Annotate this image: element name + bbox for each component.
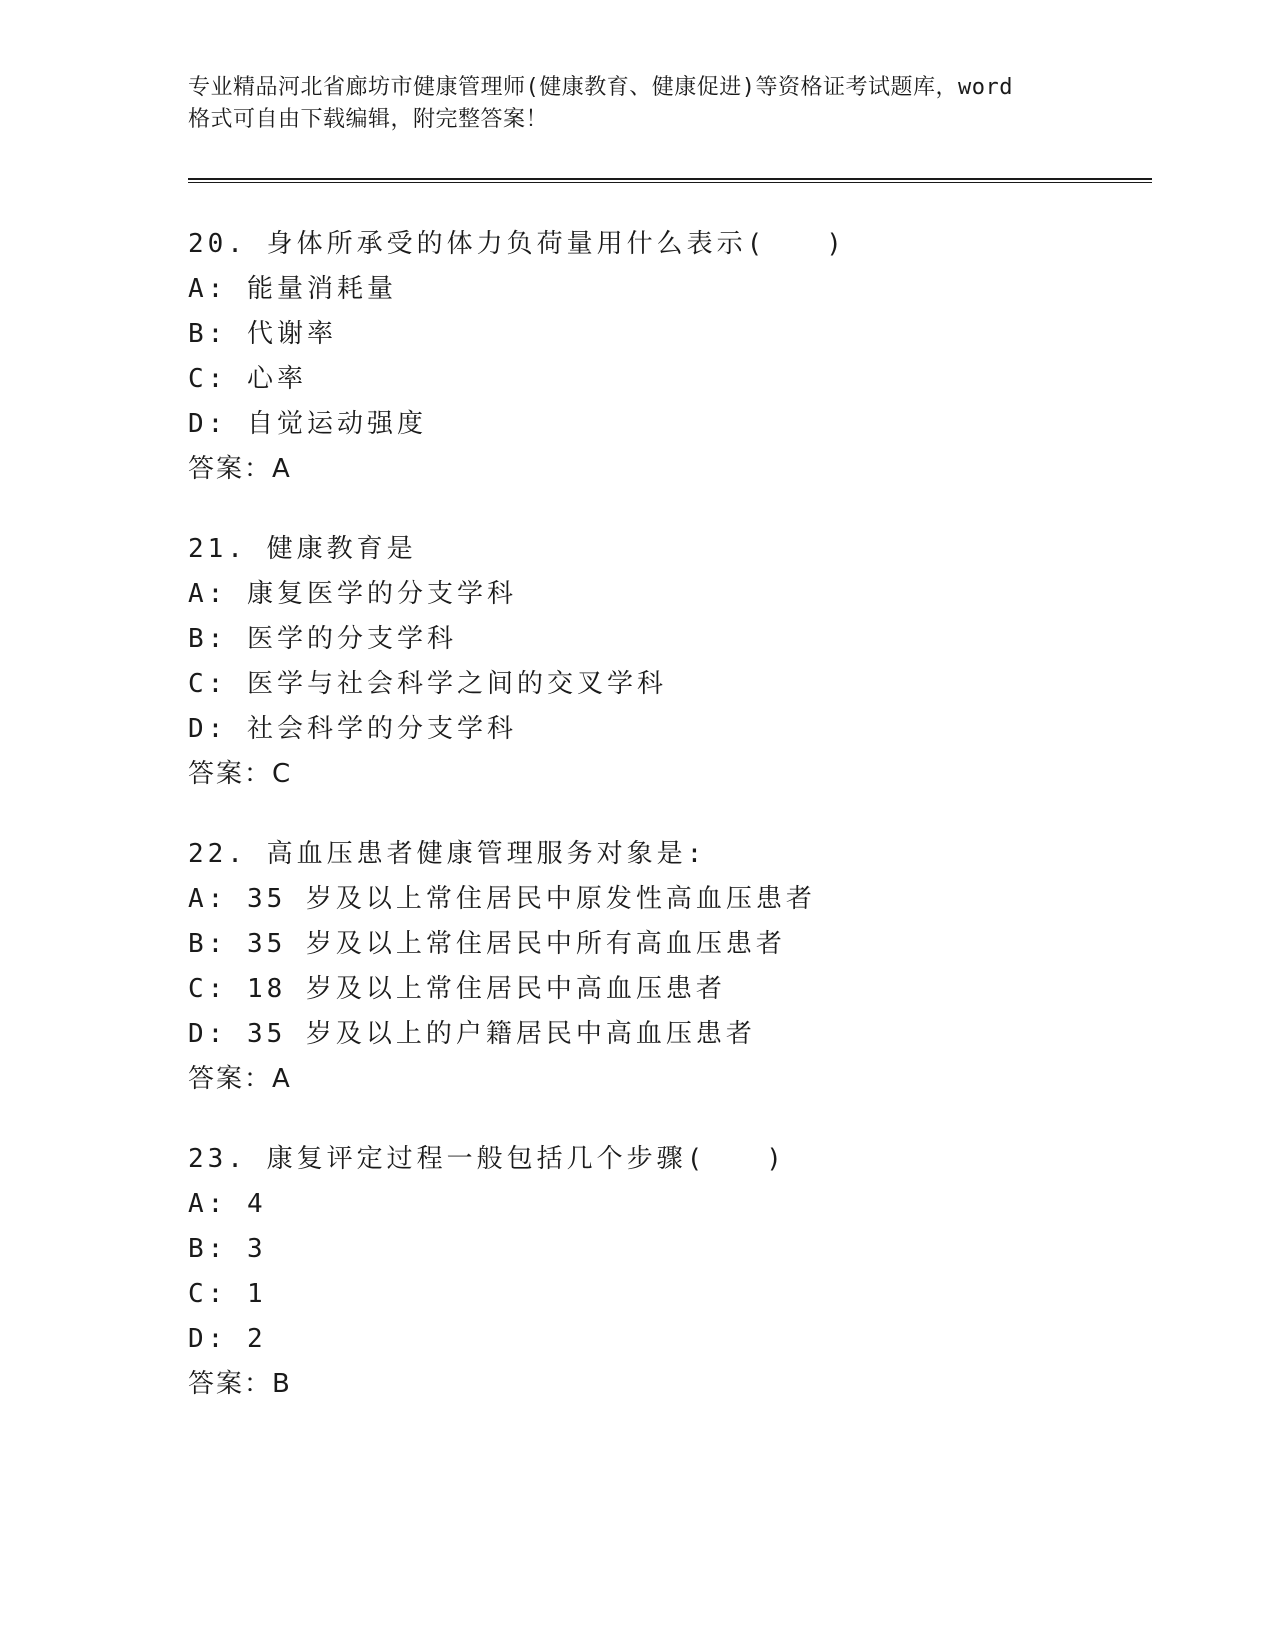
option-d: D: 2 (188, 1324, 267, 1354)
option-c: C: 1 (188, 1279, 267, 1309)
header-line-1: 专业精品河北省廊坊市健康管理师(健康教育、健康促进)等资格证考试题库，word (188, 75, 1013, 100)
option-b: B: 代谢率 (188, 319, 337, 349)
question-block (188, 832, 1088, 1102)
question-block (188, 222, 1088, 492)
header-divider (188, 178, 1152, 183)
answer-label: 答案：A (188, 1064, 292, 1094)
document-header (188, 72, 1088, 136)
option-c: C: 医学与社会科学之间的交叉学科 (188, 669, 667, 699)
option-b: B: 医学的分支学科 (188, 624, 457, 654)
option-d: D: 35 岁及以上的户籍居民中高血压患者 (188, 1019, 756, 1049)
header-line-2: 格式可自由下载编辑，附完整答案！ (188, 107, 549, 132)
option-b: B: 35 岁及以上常住居民中所有高血压患者 (188, 929, 786, 959)
question-block (188, 1137, 1088, 1407)
option-a: A: 能量消耗量 (188, 274, 397, 304)
question-stem: 22. 高血压患者健康管理服务对象是: (188, 839, 707, 869)
option-b: B: 3 (188, 1234, 267, 1264)
question-stem: 23. 康复评定过程一般包括几个步骤( ) (188, 1144, 786, 1174)
answer-label: 答案：B (188, 1369, 292, 1399)
option-a: A: 35 岁及以上常住居民中原发性高血压患者 (188, 884, 816, 914)
option-d: D: 社会科学的分支学科 (188, 714, 517, 744)
answer-label: 答案：A (188, 454, 292, 484)
answer-label: 答案：C (188, 759, 293, 789)
option-d: D: 自觉运动强度 (188, 409, 427, 439)
option-c: C: 18 岁及以上常住居民中高血压患者 (188, 974, 726, 1004)
question-stem: 20. 身体所承受的体力负荷量用什么表示( ) (188, 229, 846, 259)
option-a: A: 康复医学的分支学科 (188, 579, 517, 609)
question-block (188, 527, 1088, 797)
option-a: A: 4 (188, 1189, 267, 1219)
option-c: C: 心率 (188, 364, 307, 394)
question-stem: 21. 健康教育是 (188, 534, 417, 564)
